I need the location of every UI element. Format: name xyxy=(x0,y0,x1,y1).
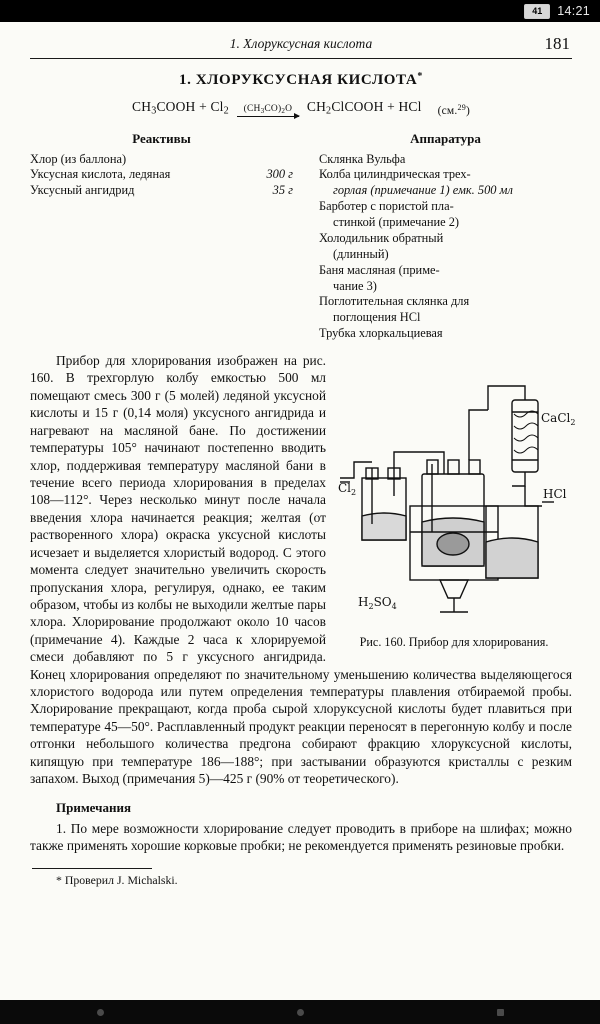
apparatus-detail: поглощения HCl xyxy=(333,310,421,325)
scheme-arrow-label: $(CH_3CO)_2O$ xyxy=(243,103,293,115)
reaction-scheme xyxy=(30,99,572,117)
reagents-apparatus-block xyxy=(30,131,572,343)
apparatus-name: Склянка Вульфа xyxy=(319,151,406,166)
arrow-right-icon xyxy=(237,116,299,117)
home-button-icon[interactable] xyxy=(297,1009,304,1016)
apparatus-detail: (длинный) xyxy=(333,246,389,261)
figure-label-cl2: $Cl_2$ xyxy=(338,481,357,498)
reagents-heading: Реактивы xyxy=(132,130,191,146)
running-head-title: 1. Хлоруксусная кислота xyxy=(229,36,373,51)
apparatus-name: Колба цилиндрическая трех- xyxy=(319,167,471,182)
reagent-name: Хлор (из баллона) xyxy=(30,151,127,166)
note-1: 1. По мере возможности хлорирование следует проводить в приборе на шлифах; можно также применять хорошие корковые пробки; не рекомендуется применять резиновые пробки. xyxy=(30,820,572,853)
footnote-divider xyxy=(32,868,152,869)
battery-icon: 41 xyxy=(524,4,550,19)
body-paragraph-1: Прибор для хлорирования изображен на рис. 160. В трехгорлую колбу емкостью 500 мл помещают смесь 300 г (5 молей) ледяной уксусной кислоты и 15 г (0,14 моля) уксусного ангидрида и нагревают на масляной бане. По достижении температуры 105° начинают постепенно вводить хлор, поддерживая температуру масляной бани в течение всего периода хлорирования в пределах 108—112°. Через несколько минут после начала введения хлора начинается реакция; желтая (от растворенного хлора) окраска уксусной кислоты исчезает и выделяется хлористый водород. С этого момента следует значительно увеличить скорость пропускания хлора, регулируя, однако, ее таким образом, чтобы из колбы не выходили желтые пары хлора. Хлорирование продолжают около 10 часов (примечание 4). Каждые 2 часа к хлорируемой смеси добавляют по 5 г уксусного ангидрида. Конец хлорирования определяют по значительному уменьшению количества выделяющегося хлористого водорода или путем определения температуры плавления отбираемой пробы. Хлорирование прекращают, когда проба сырой хлоруксусной кислоты будет плавиться при температуре 45—50°. Расплавленный продукт реакции переносят в перегонную колбу и после отгонки небольшого количества предгона собирают фракцию хлоруксусной кислоты, кипящую при температуре 186—188°; при застывании образуются кристаллы с резким запахом. Выход (примечания 5)—425 г (90% от теоретического). xyxy=(30,353,572,787)
apparatus-detail: стинкой (примечание 2) xyxy=(333,215,460,230)
apparatus-row xyxy=(319,294,572,326)
scheme-reference: (см.$^{29}$) xyxy=(437,102,470,117)
apparatus-row xyxy=(319,152,572,168)
scheme-arrow-group xyxy=(237,105,299,117)
page-number: 181 xyxy=(544,34,570,53)
apparatus-row xyxy=(319,167,572,199)
header-divider xyxy=(30,58,572,59)
page-title-text: 1. ХЛОРУКСУСНАЯ КИСЛОТА xyxy=(179,72,418,88)
reagent-name: Уксусный ангидрид xyxy=(30,183,135,198)
reagent-row xyxy=(30,152,293,168)
apparatus-row xyxy=(319,263,572,295)
system-navigation-bar xyxy=(0,1000,600,1024)
figure-caption: Рис. 160. Прибор для хлорирования. xyxy=(359,635,549,650)
apparatus-detail: горлая (примечание 1) емк. 500 мл xyxy=(333,183,513,198)
figure-label-h2so4: $H_2SO_4$ xyxy=(358,595,397,612)
running-head xyxy=(30,36,572,56)
title-footnote-marker: * xyxy=(417,71,423,82)
apparatus-name: Баня масляная (приме- xyxy=(319,262,440,277)
apparatus-column xyxy=(301,131,572,343)
recents-button-icon[interactable] xyxy=(497,1009,504,1016)
scheme-right: $CH_2ClCOOH$ + HCl xyxy=(306,99,422,117)
reagent-amount: 35 г xyxy=(272,183,293,198)
apparatus-row xyxy=(319,326,572,342)
back-button-icon[interactable] xyxy=(97,1009,104,1016)
apparatus-row xyxy=(319,199,572,231)
figure-label-hcl: HCl xyxy=(543,487,567,502)
reagent-name: Уксусная кислота, ледяная xyxy=(30,167,171,182)
reagent-row xyxy=(30,167,293,183)
scheme-left: $CH_3COOH + Cl_2$ xyxy=(132,99,229,117)
reagent-amount xyxy=(285,152,293,168)
figure-160 xyxy=(336,356,576,650)
apparatus-name: Поглотительная склянка для xyxy=(319,294,470,309)
status-clock: 14:21 xyxy=(557,4,590,18)
apparatus-detail: чание 3) xyxy=(333,278,377,293)
main-text-block xyxy=(30,352,576,788)
reagent-amount: 300 г xyxy=(266,167,293,182)
apparatus-diagram-icon xyxy=(336,356,576,626)
apparatus-name: Барботер с пористой пла- xyxy=(319,199,454,214)
page-title xyxy=(30,71,572,89)
apparatus-name: Трубка хлоркальциевая xyxy=(319,326,443,341)
footnote-text: * Проверил J. Michalski. xyxy=(56,873,178,888)
apparatus-row xyxy=(319,231,572,263)
figure-label-cacl2: CaCl$_2$ xyxy=(541,411,576,428)
apparatus-heading: Аппаратура xyxy=(410,130,481,146)
document-page[interactable] xyxy=(0,22,600,1000)
reagent-row xyxy=(30,183,293,199)
notes-heading: Примечания xyxy=(56,799,131,815)
apparatus-name: Холодильник обратный xyxy=(319,230,444,245)
reagents-column xyxy=(30,131,301,343)
status-bar xyxy=(0,0,600,22)
